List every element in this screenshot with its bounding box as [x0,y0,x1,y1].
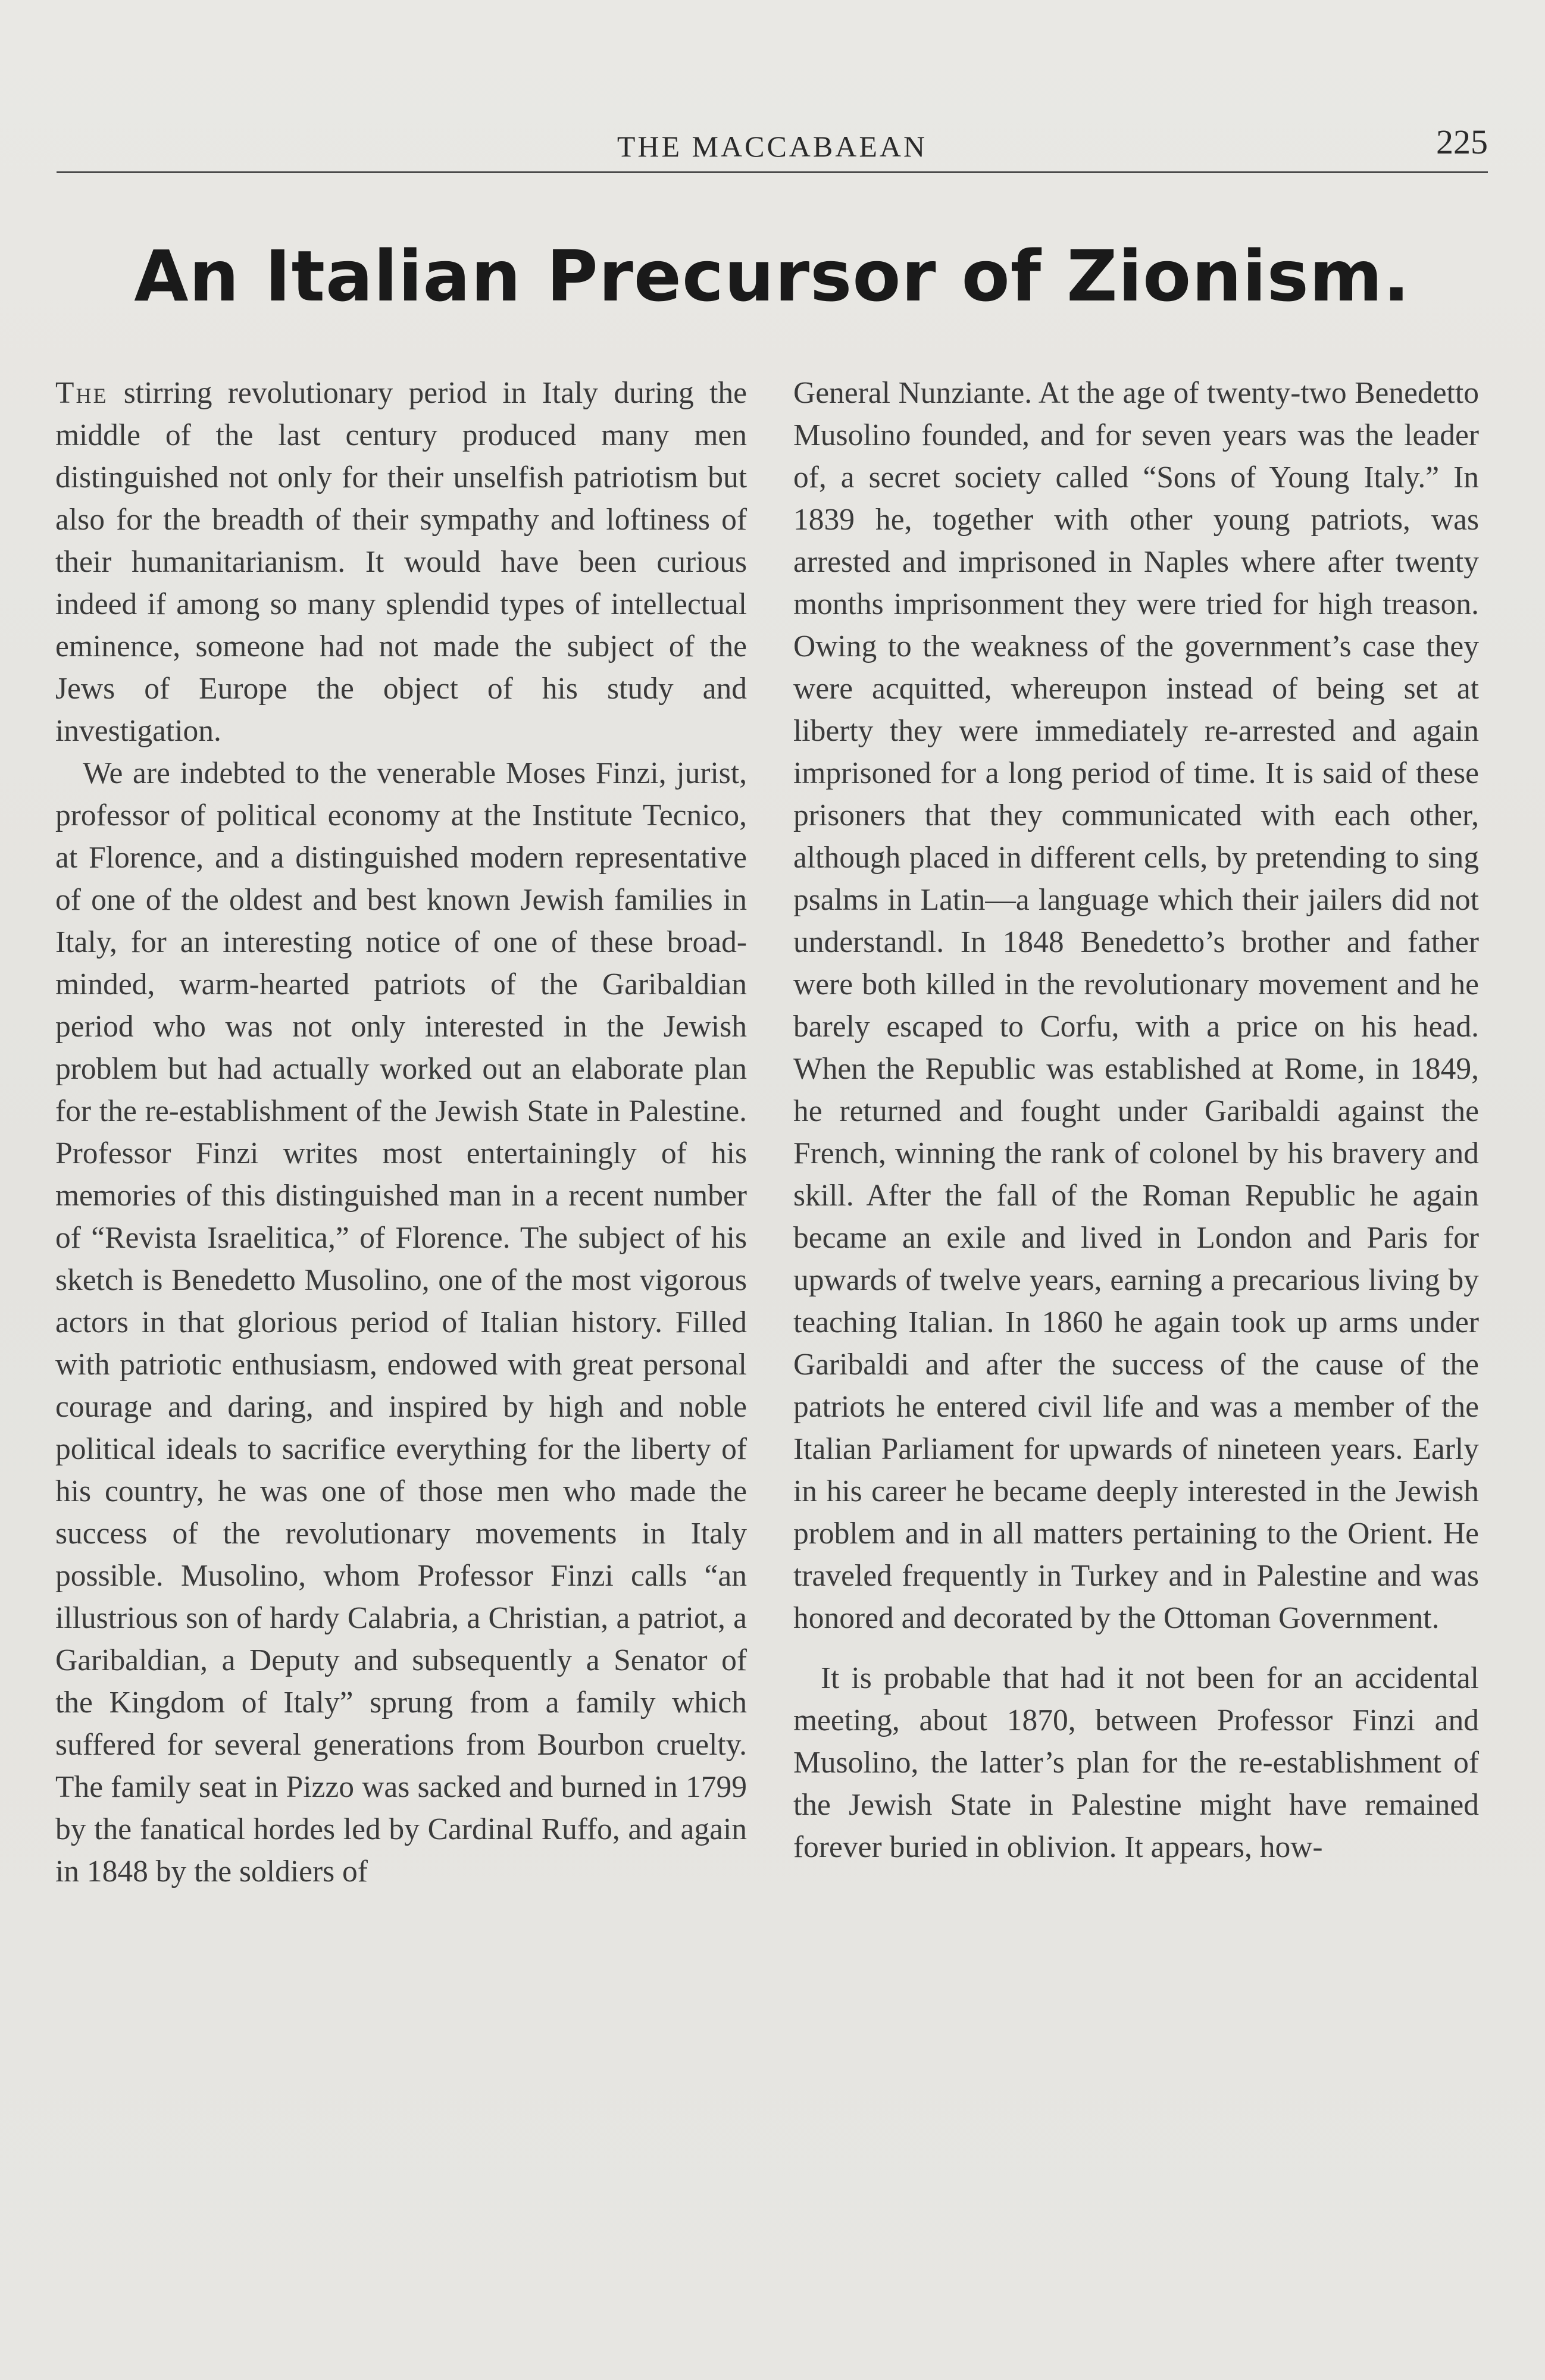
paragraph-3: General Nunziante. At the age of twenty-two Benedetto Musolino founded, and for seven years was the leader of, a secret society called “Sons of Young Italy.” In 1839 he, together with other young patriots, was arrested and imprisoned in Naples where after twenty months imprisonment they were tried for high treason. Owing to the weakness of the government’s case they were acquitted, whereupon instead of being set at liberty they were immediately re-arrested and again imprisoned for a long period of time. It is said of these prisoners that they communicated with each other, although placed in different cells, by pretending to sing psalms in Latin—a language which their jailers did not understandl. In 1848 Benedetto’s brother and father were both killed in the revolutionary movement and he barely escaped to Corfu, with a price on his head. When the Republic was established at Rome, in 1849, he returned and fought under Garibaldi against the French, winning the rank of colonel by his bravery and skill. After the fall of the Roman Republic he again became an exile and lived in London and Paris for upwards of twelve years, earning a precarious living by teaching Italian. In 1860 he again took up arms under Garibaldi and after the success of the cause of the patriots he entered civil life and was a member of the Italian Parliament for upwards of nineteen years. Early in his career he became deeply interested in the Jewish problem and in all matters pertaining to the Orient. He traveled frequently in Turkey and in Palestine and was honored and decorated by the Ottoman Government. [793,376,1479,1635]
right-column [793,372,1479,1868]
paragraph-2: We are indebted to the venerable Moses Finzi, jurist, professor of political economy at the Institute Tecnico, at Florence, and a distinguished modern representative of one of the oldest and best known Jewish families in Italy, for an interesting notice of one of these broad-minded, warm-hearted patriots of the Garibaldian period who was not only interested in the Jewish problem but had actually worked out an elaborate plan for the re-establishment of the Jewish State in Palestine. Professor Finzi writes most entertainingly of his memories of this distinguished man in a recent number of “Revista Israelitica,” of Florence. The subject of his sketch is Benedetto Musolino, one of the most vigorous actors in that glorious period of Italian history. Filled with patriotic enthusiasm, endowed with great personal courage and daring, and inspired by high and noble political ideals to sacrifice everything for the liberty of his country, he was one of those men who made the success of the revolutionary movements in Italy possible. Musolino, whom Professor Finzi calls “an illustrious son of hardy Calabria, a Christian, a patriot, a Garibaldian, a Deputy and subsequently a Senator of the Kingdom of Italy” sprung from a family which suffered for several generations from Bourbon cruelty. The family seat in Pizzo was sacked and burned in 1799 by the fanatical hordes led by Cardinal Ruffo, and again in 1848 by the soldiers of [55,756,747,1889]
paragraph-1 [55,372,747,752]
paragraph-4: It is probable that had it not been for an accidental meeting, about 1870, between Professor Finzi and Musolino, the latter’s plan for the re-establishment of the Jewish State in Palestine might have remained forever buried in oblivion. It appears, how- [793,1661,1479,1864]
left-column [55,372,747,1893]
page-number: 225 [1436,123,1488,161]
journal-name: THE MACCABAEAN [617,130,928,163]
article-title: An Italian Precursor of Zionism. [134,235,1410,317]
running-head [57,122,1488,170]
lead-word: The [55,376,108,410]
paragraph-1-text: stirring revolutionary period in Italy during the middle of the last century produced many men distinguished not only for their unselfish patriotism but also for the breadth of their sympathy and loftiness of their humanitarianism. It would have been curious indeed if among so many splendid types of intellectual eminence, someone had not made the subject of the Jews of Europe the object of his study and investigation. [55,376,747,748]
header-rule [57,171,1488,173]
